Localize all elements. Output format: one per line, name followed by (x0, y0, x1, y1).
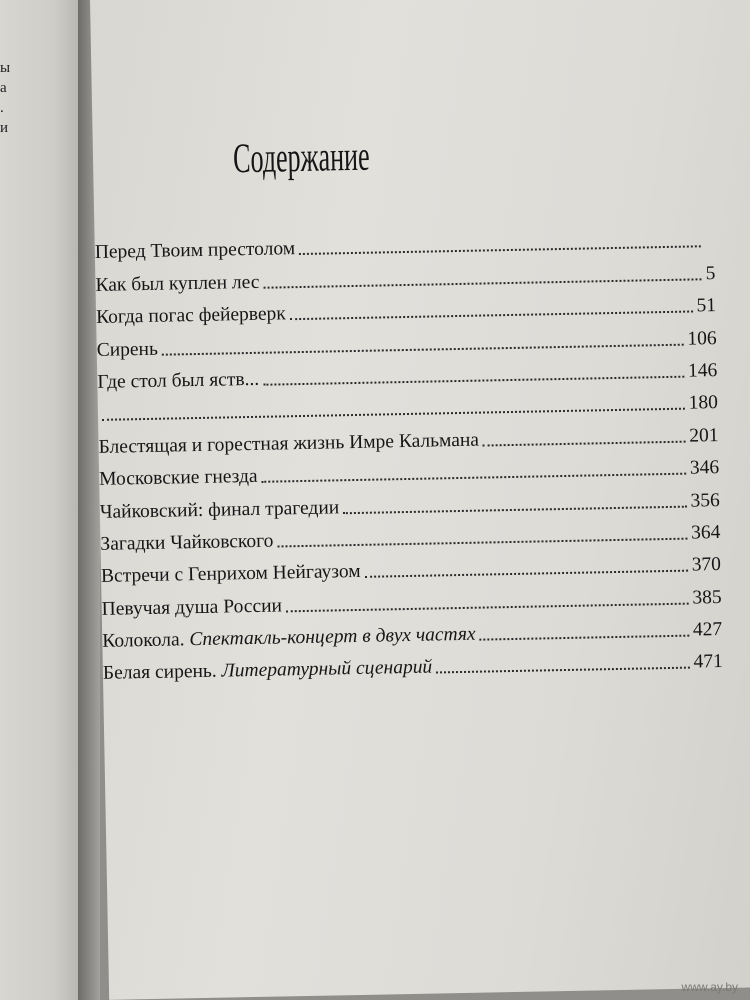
table-of-contents (94, 220, 723, 685)
left-page-line: . (0, 100, 4, 116)
left-page-line: и (0, 120, 9, 136)
toc-entry-title (103, 657, 433, 685)
toc-leader-dots (480, 635, 689, 641)
watermark: www.ay.by (681, 980, 738, 994)
toc-entry-title-text: Колокола. (102, 629, 185, 652)
page-title: Содержание (232, 133, 370, 183)
toc-page-number: 427 (692, 619, 723, 641)
toc-page-number: 180 (688, 392, 719, 414)
left-page-line: ы (0, 60, 11, 76)
toc-page-number: 106 (687, 327, 717, 350)
toc-entry-title (100, 497, 340, 524)
toc-leader-dots (436, 667, 689, 674)
toc-page-number: 385 (692, 586, 722, 609)
toc-entry-title-text: Сирень (96, 338, 159, 361)
toc-entry-title-text: Как был куплен лес (95, 271, 260, 296)
toc-page-number: 471 (693, 651, 724, 674)
toc-entry-title-text: Перед Твоим престолом (94, 238, 296, 264)
left-page-line: а (0, 80, 7, 96)
toc-entry-title-text: Певучая душа России (101, 595, 283, 620)
left-page-edge-text (0, 58, 12, 178)
toc-entry-title (96, 303, 286, 329)
contents-page (90, 0, 750, 1000)
toc-entry-title (101, 595, 282, 620)
toc-page-number: 5 (705, 262, 716, 285)
toc-entry-title-text: Встречи с Генрихом Нейгаузом (100, 561, 361, 588)
toc-entry-title-text: Загадки Чайковского (100, 530, 274, 555)
toc-entry-title-text: Блестящая и горестная жизнь Имре Кальмана (98, 429, 480, 458)
toc-entry-title (99, 466, 258, 491)
toc-entry-title-text: Чайковский: финал трагедии (99, 496, 340, 523)
toc-entry-title (100, 530, 273, 555)
toc-entry-title (97, 369, 259, 394)
toc-leader-dots (483, 440, 685, 446)
toc-entry-title-text: Московские гнезда (99, 465, 258, 491)
toc-page-number: 356 (690, 489, 720, 512)
left-page (0, 0, 78, 1000)
toc-page-number: 201 (689, 424, 719, 447)
toc-entry-title (95, 239, 296, 265)
toc-entry-title-text: Белая сирень. (102, 661, 217, 685)
toc-entry-title-text: Где стол был яств... (97, 368, 260, 393)
toc-page-number: 51 (696, 295, 717, 317)
toc-entry-subtitle: Спектакль-концерт в двух частях (189, 623, 476, 651)
toc-page-number: 370 (691, 554, 722, 576)
toc-entry-title (95, 272, 259, 297)
toc-page-number: 146 (687, 359, 718, 382)
toc-entry-title (97, 338, 159, 361)
toc-page-number: 346 (689, 457, 720, 479)
toc-entry-subtitle: Литературный сценарий (221, 657, 433, 683)
toc-entry-title-text: Когда погас фейерверк (95, 303, 287, 329)
toc-page-number: 364 (690, 521, 721, 544)
